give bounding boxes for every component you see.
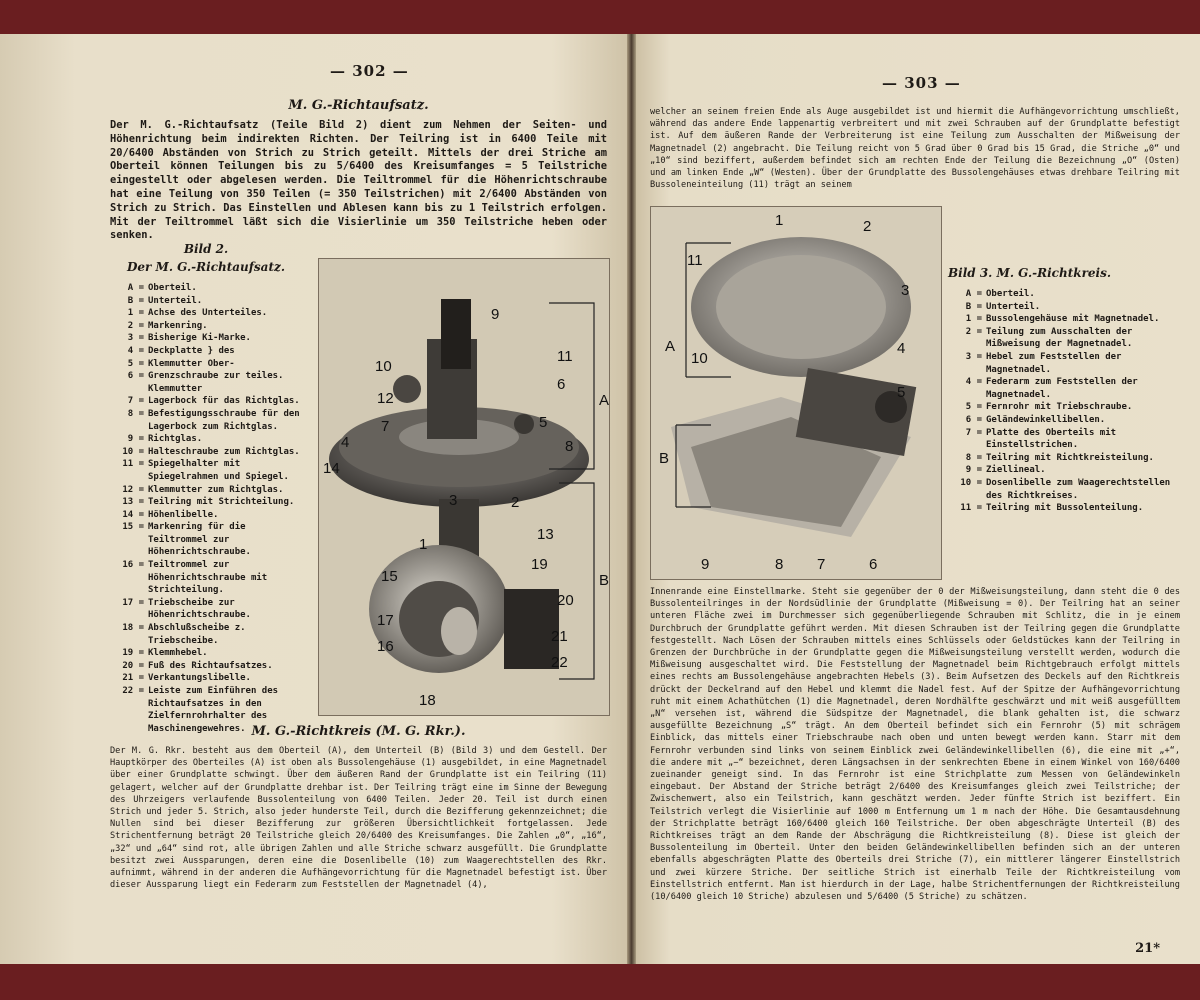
legend-key: 9 = [127, 434, 144, 445]
legend-value: Fernrohr mit Triebschraube. [986, 402, 1133, 413]
legend-bild-2-item [110, 672, 302, 685]
figure-title-bild-3: Bild 3. M. G.-Richtkreis. [948, 266, 1112, 280]
legend-value: Triebscheibe zur Höhenrichtschraube. [148, 597, 251, 621]
legend-key: 2 = [965, 326, 982, 337]
legend-value: Leiste zum Einführen des Richtaufsatzes in den Zielfernrohrhalter des Maschinengewehres. [148, 686, 279, 734]
legend-bild-2-item [110, 383, 302, 396]
legend-value: Teilring mit Richtkreisteilung. [986, 452, 1154, 463]
legend-key: 8 = [127, 408, 144, 419]
legend-bild-3-item [948, 326, 1184, 351]
legend-key: 16 = [122, 560, 144, 571]
legend-key: 7 = [965, 427, 982, 438]
legend-bild-2-item [110, 433, 302, 446]
legend-value: Unterteil. [986, 301, 1041, 312]
legend-value: Klemmhebel. [148, 648, 208, 659]
legend-bild-2-item [110, 597, 302, 622]
page-number-left: — 302 — [330, 62, 409, 80]
legend-key: 3 = [127, 333, 144, 344]
right-bottom-paragraph: Innenrande eine Einstellmarke. Steht sie gegenüber der 0 der Mißweisungsteilung, dann steht die 0 des Bussolenteilringes in der Nordsüdlinie der Grundplatte (Mißweisung = 0). Der Teilring hat an seiner unteren Fläche zwei im Durchmesser sich gegenüberliegende Schrauben mit Schlitz, die in je einem Durchbruch der Grundplatte geführt werden. Mit diesen Schrauben ist der Teilring gegen die Grundplatte festgestellt. Nach Lösen der Schrauben mittels eines Schlüssels oder Geldstückes kann der Teilring in Grenzen der Durchbrüche in der Grundplatte gegen die Mißweisungsteilung verstellt werden, wodurch die Mißweisung ausgeschaltet wird. Die Feststellung der Magnetnadel beim Richtgebrauch erfolgt mittels eines rechts am Bussolengehäuse angebrachten Hebels (3). Beim Aufsetzen des Deckels auf den Richtkreis drückt der Deckelrand auf den Hebel und klemmt die Nadel fest. Auf der Spitze der Aufhängevorrichtung ruht mit einem Achathütchen (1) die Magnetnadel, deren Nordhälfte geschwärzt und mit weiß ausgefülltem „N“ versehen ist, während die Südspitze der Magnetnadel, die blank gehalten ist, die schwarz ausgefüllte Bezeichnung „S“ trägt. An dem Oberteil befindet sich ein Fernrohr (5) mit schrägem Einblick, das mittels einer Triebschraube nach oben und unten bewegt werden kann. Starr mit dem Fernrohr verbunden sind links von seinem Einblick zwei Geländewinkellibellen (6), die eine mit „+“, die andere mit „−“ bezeichnet, deren Längsachsen in der senkrechten Ebene in einem Winkel von 160/6400 zueinander geneigt sind. In das Fernrohr ist eine Strichplatte zum Messen von Geländewinkeln eingebaut. Der Abstand der Striche beträgt 2/6400 des Kreisumfanges gleich zwei Teilstriche; der Zwischenwert, also ein Teilstrich, kann geschätzt werden. Jeder fünfte Strich ist beziffert. Ein Teilstrich verlegt die Visierlinie auf 1000 m Entfernung um 1 m nach der Höhe. Die Gesamtausdehnung der Strichplatte beträgt 160/6400 gleich 160 Teilstriche. Der oben abgeschrägte Unterteil (B) des Richtkreises trägt an dem Rande der Abschrägung die Richtkreisteilung (8). Diese ist gleich der Bussolenteilung im Oberteil. Unter den beiden Geländewinkellibellen befinden sich an der unteren ebenfalls abgeschrägten Platte des Oberteils drei Striche (7), ein mittlerer längerer Einstellstrich und zwei kürzere Striche. Der seitliche Strich ist einerhalb Teile der Richtkreisteilung vom Einstellstrich entfernt. Man ist hierdurch in der Lage, halbe Strichentfernungen der Richtkreisteilung (10/6400 gleich 10 Striche) abzulesen und 5/6400 (5 Striche) zu schätzen. [650, 587, 1180, 903]
legend-key: 12 = [122, 484, 144, 495]
figure-photo-richtkreis [650, 206, 942, 580]
legend-bild-2-item [110, 647, 302, 660]
legend-value: Teilring mit Bussolenteilung. [986, 503, 1144, 514]
photo-callout-label: 13 [537, 526, 554, 543]
legend-value: Geländewinkellibellen. [986, 414, 1106, 425]
legend-bild-2-item [110, 282, 302, 295]
photo-callout-label: 17 [377, 612, 394, 629]
figure-label-bild-2: Bild 2. [183, 242, 229, 256]
legend-value: Abschlußscheibe z. Triebscheibe. [148, 623, 246, 646]
photo-callout-label: B [599, 572, 609, 589]
photo-callout-label: 21 [551, 628, 568, 645]
legend-key: A = [127, 283, 144, 293]
legend-bild-3-item [948, 427, 1184, 452]
photo-callout-label: 4 [897, 340, 906, 357]
legend-bild-2-item [110, 320, 302, 333]
photo-callout-label: 7 [817, 556, 826, 573]
legend-bild-3 [948, 288, 1184, 515]
legend-bild-2-item [110, 559, 302, 597]
photo-callout-label: 18 [419, 692, 436, 709]
legend-key: 6 = [127, 371, 144, 382]
legend-bild-2-item [110, 484, 302, 497]
legend-bild-2-item [110, 395, 302, 408]
legend-bild-3-item [948, 464, 1184, 477]
photo-callout-label: 10 [375, 358, 392, 375]
legend-value: Fuß des Richtaufsatzes. [148, 660, 273, 671]
legend-bild-3-item [948, 313, 1184, 326]
photo-callout-label: 3 [449, 492, 458, 509]
legend-key: 9 = [965, 465, 982, 476]
legend-value: Höhenlibelle. [148, 509, 219, 520]
legend-value: Klemmutter Ober- [148, 358, 235, 369]
legend-value: Deckplatte } des [148, 345, 235, 356]
legend-key: B = [965, 301, 982, 312]
legend-value: Markenring für die Teiltrommel zur Höhenrichtschraube. [148, 522, 251, 558]
legend-value: Teilung zum Ausschalten der Mißweisung der Magnetnadel. [986, 326, 1133, 350]
right-page [636, 34, 1200, 964]
legend-value: Oberteil. [148, 283, 197, 293]
photo-callout-label: 3 [901, 282, 910, 299]
photo-callout-label: 8 [565, 438, 574, 455]
legend-value: Bussolengehäuse mit Magnetnadel. [986, 314, 1160, 325]
photo-callout-label: 22 [551, 654, 568, 671]
legend-value: Federarm zum Feststellen der Magnetnadel. [986, 377, 1138, 400]
legend-bild-2-item [110, 496, 302, 509]
signature-mark: 21* [1135, 941, 1160, 956]
legend-value: Platte des Oberteils mit Einstellstrichen. [986, 427, 1117, 451]
legend-value: Grenzschraube zur teiles. [148, 371, 284, 382]
legend-key: 4 = [965, 377, 982, 388]
photo-callout-label: 4 [341, 434, 350, 451]
legend-value: Verkantungslibelle. [148, 673, 251, 684]
legend-bild-2-item [110, 358, 302, 371]
legend-value: Hebel zum Feststellen der Magnetnadel. [986, 351, 1122, 375]
page-number-right: — 303 — [882, 74, 961, 92]
legend-bild-2-item [110, 446, 302, 459]
legend-key: 11 = [960, 503, 982, 514]
legend-value: Unterteil. [148, 295, 203, 306]
legend-value: Teiltrommel zur Höhenrichtschraube mit Strichteilung. [148, 560, 268, 596]
legend-value: Achse des Unterteiles. [148, 308, 268, 319]
legend-bild-3-item [948, 288, 1184, 301]
photo-callout-label: 1 [419, 536, 428, 553]
photo-callout-label: 2 [863, 218, 872, 235]
legend-key: 19 = [122, 648, 144, 659]
photo-callout-label: B [659, 450, 670, 467]
legend-key: 15 = [122, 522, 144, 533]
legend-key: 1 = [127, 308, 144, 319]
legend-bild-3-item [948, 401, 1184, 414]
legend-key: 4 = [127, 345, 144, 356]
legend-key: 18 = [122, 623, 144, 634]
photo-callout-label: 1 [775, 212, 784, 229]
photo-callout-label: A [599, 392, 609, 409]
legend-key: 7 = [127, 396, 144, 407]
legend-value: Oberteil. [986, 289, 1035, 299]
legend-bild-3-item [948, 301, 1184, 314]
legend-bild-3-item [948, 414, 1184, 427]
legend-key: 21 = [122, 673, 144, 684]
section-heading-richtkreis: M. G.-Richtkreis (M. G. Rkr.). [251, 724, 466, 739]
legend-key: 1 = [965, 314, 982, 325]
legend-key: 11 = [122, 459, 144, 470]
photo-callout-label: 6 [557, 376, 566, 393]
legend-value: Halteschraube zum Richtglas. [148, 446, 300, 457]
photo-callout-label: 14 [323, 460, 340, 477]
photo-callout-label: 7 [381, 418, 390, 435]
legend-value: Richtglas. [148, 434, 203, 445]
legend-bild-3-item [948, 477, 1184, 502]
legend-bild-2-item [110, 521, 302, 559]
photo-callout-label: 11 [557, 348, 573, 365]
legend-bild-3-item [948, 502, 1184, 515]
intro-paragraph: Der M. G.-Richtaufsatz (Teile Bild 2) dient zum Nehmen der Seiten- und Höhenrichtung beim indirekten Richten. Der Teilring ist in 6400 Teile mit 20/6400 Abständen von Strich zu Strich geteilt. Mittels der drei Striche am Oberteil können Teilungen bis zu 5/6400 des Kreisumfanges = 5 Teilstriche eingestellt oder abgelesen werden. Die Teiltrommel für die Höhenrichtschraube hat eine Teilung von 350 Teilen (= 350 Teilstrichen) mit 2/6400 Abständen von Strich zu Strich. Das Einstellen und Ablesen kann bis zu 1 Teilstrich erfolgen. Mit der Teiltrommel läßt sich die Visierlinie um 350 Teilstriche heben oder senken. [110, 119, 607, 242]
legend-key: 20 = [122, 660, 144, 671]
legend-key: 8 = [965, 452, 982, 463]
photo-callout-label: 5 [897, 384, 906, 401]
photo-callout-label: 8 [775, 556, 784, 573]
legend-value: Ziellineal. [986, 465, 1046, 476]
photo-callout-label: 20 [557, 592, 574, 609]
legend-value: Bisherige Ki-Marke. [148, 333, 251, 344]
legend-value: Klemmutter zum Richtglas. [148, 484, 284, 495]
right-top-paragraph: welcher an seinem freien Ende als Auge ausgebildet ist und hiermit die Aufhängevorrichtung umschließt, während das andere Ende lappenartig verbreitert und mit zwei Schrauben auf der Grundplatte befestigt ist. Auf dem äußeren Rande der Verbreiterung ist eine Teilung zum Ausschalten der Mißweisung der Magnetnadel (2) angebracht. Die Teilung reicht von 5 Grad über 0 Grad bis 15 Grad, die Striche „0“ und „10“ sind beziffert, außerdem befindet sich am rechten Ende der Teilung die Bezeichnung „O“ (Osten) und am linken Ende „W“ (Westen). Über der Grundplatte des Bussolengehäuses etwas drehbare Teilring mit Bussoleneinteilung (11) trägt an seinem [650, 107, 1180, 191]
photo-callout-label: 10 [691, 350, 708, 367]
legend-key: 22 = [122, 686, 144, 696]
photo-callout-label: 15 [381, 568, 398, 585]
richtkreis-paragraph: Der M. G. Rkr. besteht aus dem Oberteil (A), dem Unterteil (B) (Bild 3) und dem Gestell. Der Hauptkörper des Oberteiles (A) ist oben als Bussolengehäuse (1) ausgebildet, in eine Magnetnadel über einer Grundplatte schwingt. Über dem äußeren Rand der Grundplatte ist ein Teilring (11) gelagert, welcher auf der Grundplatte drehbar ist. Der Teilring trägt eine im Sinne der Bewegung des Uhrzeigers verlaufende Bussolenteilung von 6400 Teilen. Jeder 20. Teil ist durch einen Strich und jeder 5. Strich, also jeder hunderste Teil, durch die Bezifferung gekennzeichnet; die Nullen sind bei dieser Bezifferung zur größeren Übersichtlichkeit fortgelassen. Jede Strichentfernung beträgt 20 Teilstriche gleich 20/6400 des Kreisumfanges. Die Zahlen „0“, „16“, „32“ und „64“ sind rot, alle übrigen Zahlen und alle Striche schwarz ausgefüllt. Die Grundplatte besitzt zwei Aussparungen, deren eine die Dosenlibelle (10) zum Waagerechtstellen des Rkr. aufnimmt, während in der anderen die Aufhängevorrichtung für die Magnetnadel befestigt ist. Über dieser Aussparung liegt ein Federarm zum Feststellen der Magnetnadel (4), [110, 746, 607, 891]
legend-value: Teilring mit Strichteilung. [148, 497, 295, 508]
legend-key: 6 = [965, 414, 982, 425]
legend-value: Befestigungsschraube für den Lagerbock zum Richtglas. [148, 408, 300, 432]
photo-callout-label: 9 [491, 306, 500, 323]
legend-key: 5 = [127, 358, 144, 369]
legend-bild-2-item [110, 622, 302, 647]
photo-callout-label: 9 [701, 556, 710, 573]
legend-bild-3-item [948, 376, 1184, 401]
photo-callout-label: A [665, 338, 676, 355]
legend-bild-2-item [110, 295, 302, 308]
legend-bild-2-item [110, 660, 302, 673]
legend-bild-2 [110, 282, 302, 735]
legend-value: Lagerbock für das Richtglas. [148, 396, 300, 407]
legend-key: B = [127, 295, 144, 306]
legend-key [110, 383, 148, 396]
legend-value: Spiegelhalter mit Spiegelrahmen und Spiegel. [148, 459, 289, 482]
book-gutter [627, 34, 636, 964]
legend-key: 5 = [965, 402, 982, 413]
legend-bild-3-item [948, 351, 1184, 376]
photo-callout-label: 2 [511, 494, 520, 511]
legend-bild-2-item [110, 509, 302, 522]
figure-photo-richtaufsatz [318, 258, 610, 716]
legend-value: Markenring. [148, 320, 208, 331]
photo-callout-label: 16 [377, 638, 394, 655]
photo-callout-label: 6 [869, 556, 878, 573]
legend-key: 10 = [122, 446, 144, 457]
legend-bild-2-item [110, 307, 302, 320]
photo-callout-label: 19 [531, 556, 548, 573]
figure-title-bild-2: Der M. G.-Richtaufsatz. [127, 260, 285, 274]
legend-bild-2-item [110, 345, 302, 358]
legend-value: Klemmutter [148, 383, 203, 394]
legend-key: 3 = [965, 351, 982, 362]
legend-key: 17 = [122, 597, 144, 608]
legend-key: 14 = [122, 509, 144, 520]
legend-key: 10 = [960, 477, 982, 488]
legend-key: 13 = [122, 497, 144, 508]
legend-key: A = [965, 289, 982, 299]
legend-bild-2-item [110, 458, 302, 483]
legend-bild-2-item [110, 408, 302, 433]
photo-callout-label: 12 [377, 390, 394, 407]
legend-value: Dosenlibelle zum Waagerechtstellen des Richtkreises. [986, 477, 1171, 501]
legend-bild-2-item [110, 332, 302, 345]
left-page [0, 34, 627, 964]
legend-key: 2 = [127, 320, 144, 331]
legend-bild-3-item [948, 452, 1184, 465]
photo-callout-label: 11 [687, 252, 703, 269]
legend-bild-2-item [110, 370, 302, 383]
section-heading-richtaufsatz: M. G.-Richtaufsatz. [288, 98, 429, 113]
photo-callout-label: 5 [539, 414, 548, 431]
